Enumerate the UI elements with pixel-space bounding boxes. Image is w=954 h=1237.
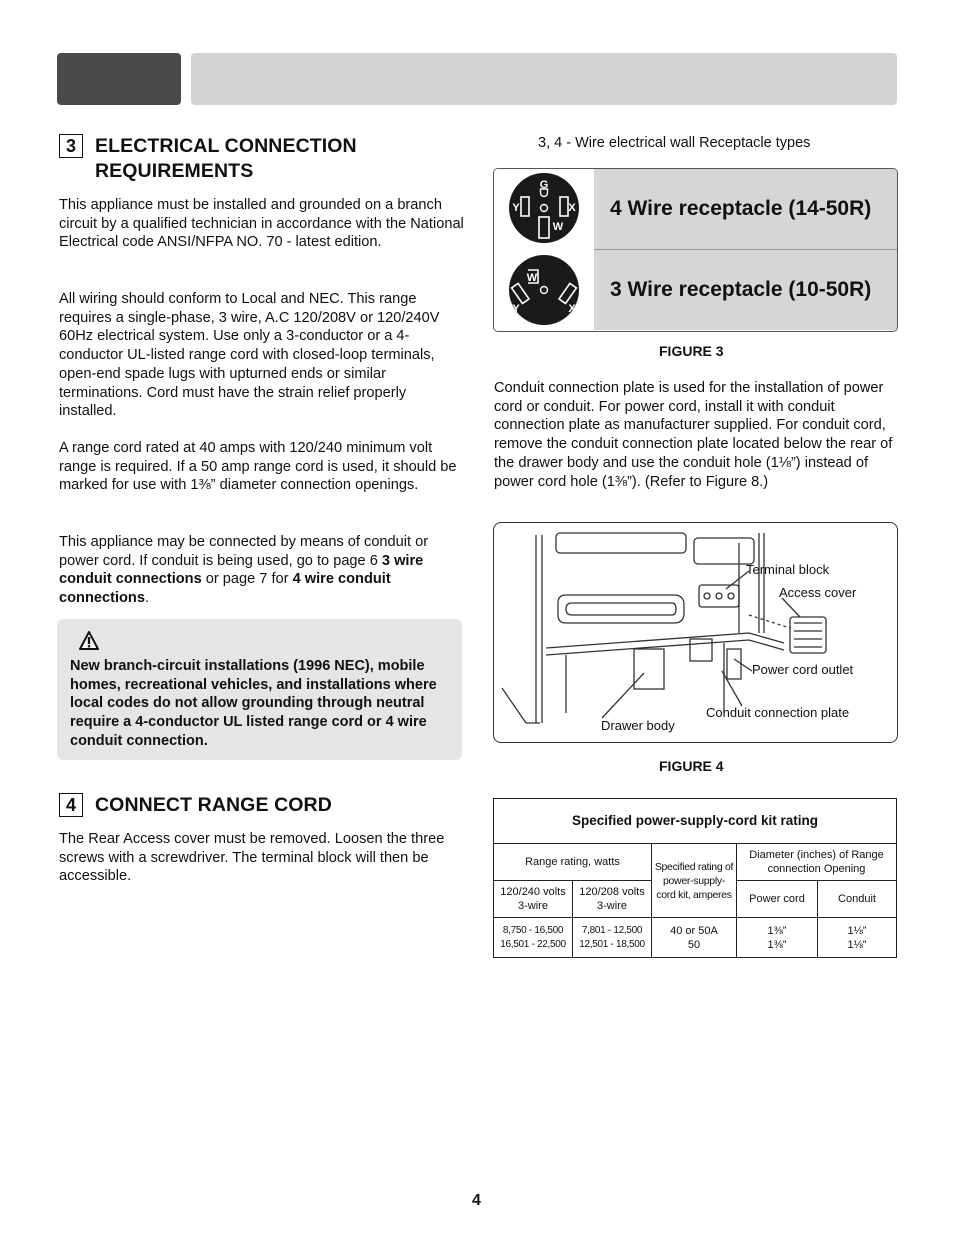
para4-text-e: . — [144, 590, 150, 607]
warning-text: New branch-circuit installations (1996 NEC), mobile homes, recreational vehicles, and installations where local codes do not allow grounding through neutral require a 4-conductor UL listed range cord or 4 wire conduit connection. — [70, 658, 437, 749]
header-bar — [191, 53, 897, 105]
page-number: 4 — [472, 1192, 481, 1209]
cell-amp-row2: 50 — [687, 938, 701, 951]
para4-link-4wire: 4 wire conduit connections — [59, 571, 391, 607]
cell-240-row1: 8,750 - 16,500 — [502, 924, 564, 936]
cell-conduit-row2: 1⅛” — [847, 938, 867, 951]
table-header-conduit: Conduit — [818, 881, 897, 918]
label-access-cover: Access cover — [779, 585, 857, 600]
receptacle-4-wire-icon — [494, 169, 594, 249]
cell-cord-row1: 1⅜” — [767, 924, 787, 937]
table-row — [494, 918, 897, 958]
table-title: Specified power-supply-cord kit rating — [494, 799, 897, 844]
section-3-paragraph-2: All wiring should conform to Local and NEC. This range requires a single-phase, 3 wire, A.C 120/208V or 120/240V 60Hz electrical system. Use only a 3-conductor or a 4-conductor UL-listed range cord with closed-loop terminals, open-end spade lugs with upturned ends or similar terminations. Cord must have the strain relief properly installed. — [59, 291, 440, 420]
para4-text-a: This appliance may be connected by means of conduit or power cord. If conduit is being used, go to page 6 — [59, 534, 429, 569]
receptacle-3-letter-x: X — [568, 303, 576, 315]
header-dark-tab — [57, 53, 181, 105]
label-terminal-block: Terminal block — [746, 562, 830, 577]
receptacle-3-wire-row — [494, 250, 897, 330]
section-4-number: 4 — [59, 793, 83, 817]
label-power-cord-outlet: Power cord outlet — [752, 662, 854, 677]
receptacle-4-letter-g: G — [539, 179, 549, 191]
power-cord-rating-table — [493, 798, 897, 958]
receptacle-3-letter-y: Y — [512, 303, 520, 315]
para4-link-3wire: 3 wire conduit connections — [59, 552, 424, 588]
section-3-paragraph-1: This appliance must be installed and grounded on a branch circuit by a qualified technician in accordance with the National Electrical code ANSI/NFPA NO. 70 - latest edition. — [59, 197, 464, 251]
drawer-illustration — [494, 523, 897, 742]
table-header-120-240: 120/240 volts 3-wire — [494, 881, 573, 918]
receptacle-4-letter-w: W — [552, 221, 564, 233]
table-header-120-208: 120/208 volts 3-wire — [573, 881, 652, 918]
receptacle-3-wire-label: 3 Wire receptacle (10-50R) — [610, 278, 872, 301]
para4-text-c: or page 7 for — [201, 571, 293, 588]
section-3-title — [95, 134, 357, 184]
section-3-title-line2: REQUIREMENTS — [95, 160, 254, 182]
table-header-spec-rating: Specified rating of power-supply-cord kit, amperes — [652, 844, 737, 918]
warning-box — [57, 619, 462, 760]
cell-cord-row2: 1⅜” — [767, 938, 787, 951]
figure-3-receptacles — [493, 168, 898, 332]
receptacle-4-letter-x: X — [568, 202, 576, 214]
section-3-number: 3 — [59, 134, 83, 158]
receptacle-3-wire-icon — [494, 250, 594, 330]
label-drawer-body: Drawer body — [601, 718, 675, 733]
section-3-paragraph-3: A range cord rated at 40 amps with 120/240 minimum volt range is required. If a 50 amp range cord is used, it should be marked for use with 1⅜” diameter connection openings. — [59, 440, 457, 494]
figure-3-heading: 3, 4 - Wire electrical wall Receptacle types — [538, 135, 811, 151]
cell-208-row2: 12,501 - 18,500 — [579, 938, 645, 950]
figure-4-diagram — [493, 522, 898, 743]
cell-208-row1: 7,801 - 12,500 — [581, 924, 643, 936]
section-3-paragraph-4 — [59, 533, 464, 608]
receptacle-4-letter-y: Y — [512, 202, 520, 214]
table-header-range-rating: Range rating, watts — [494, 844, 652, 881]
section-4-heading — [59, 793, 332, 818]
cell-conduit-row1: 1⅛” — [847, 924, 867, 937]
conduit-paragraph: Conduit connection plate is used for the installation of power cord or conduit. For power cord, install it with conduit connection plate as manufacturer supplied. For conduit cord, remove the conduit connection plate located below the rear of the drawer body and use the conduit hole (1⅛”) instead of power cord hole (1⅜”). (Refer to Figure 8.) — [494, 380, 893, 490]
section-4-title: CONNECT RANGE CORD — [95, 794, 332, 816]
cell-amp-row1: 40 or 50A — [670, 924, 718, 937]
receptacle-4-wire-label: 4 Wire receptacle (14-50R) — [610, 197, 872, 220]
section-3-title-line1: ELECTRICAL CONNECTION — [95, 135, 357, 157]
receptacle-3-letter-w: W — [526, 272, 538, 284]
section-3-heading — [59, 134, 357, 184]
table-header-diameter: Diameter (inches) of Range connection Opening — [737, 844, 897, 881]
table-header-power-cord: Power cord — [737, 881, 818, 918]
receptacle-4-wire-row — [494, 169, 897, 249]
warning-triangle-icon — [79, 631, 99, 650]
figure-3-caption: FIGURE 3 — [659, 343, 724, 359]
figure-4-caption: FIGURE 4 — [659, 758, 724, 774]
label-conduit-plate: Conduit connection plate — [706, 705, 850, 720]
section-4-paragraph-1: The Rear Access cover must be removed. Loosen the three screws with a screwdriver. The terminal block will then be accessible. — [59, 831, 445, 885]
cell-240-row2: 16,501 - 22,500 — [500, 938, 566, 950]
